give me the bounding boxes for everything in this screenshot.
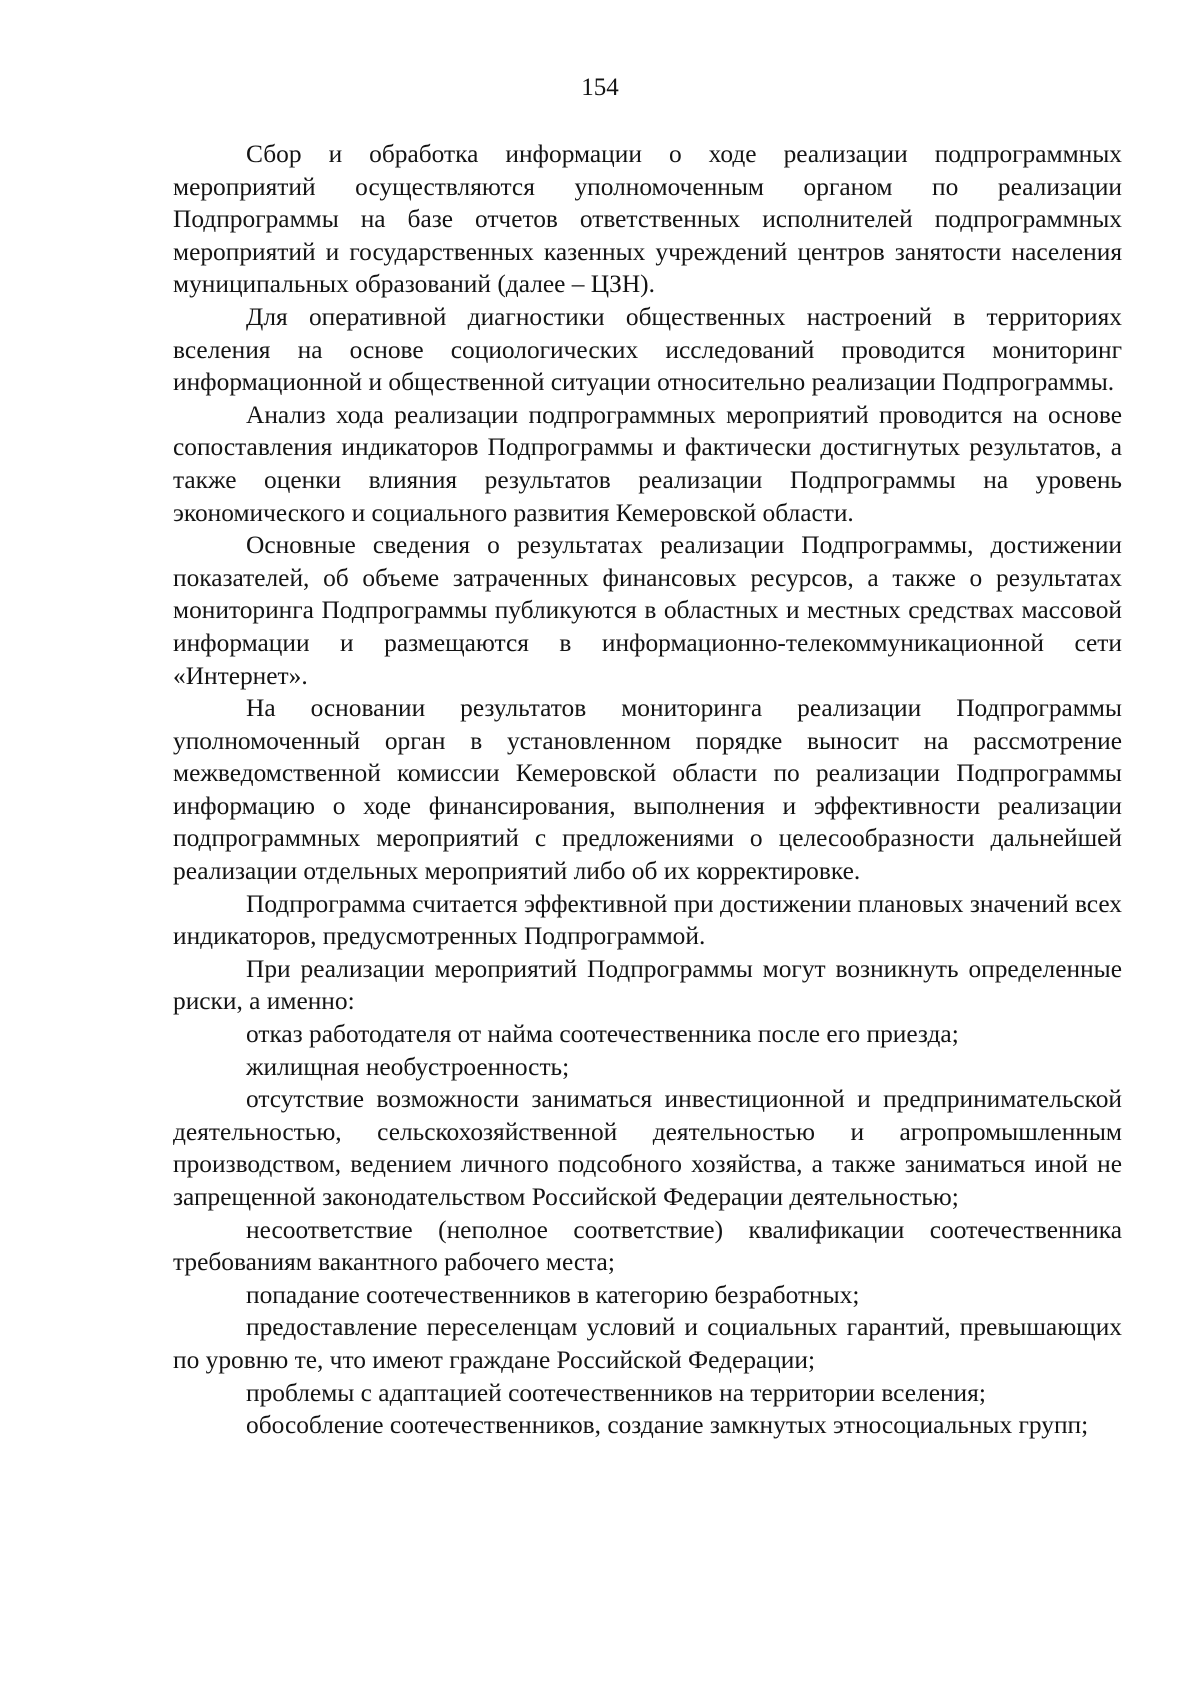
risk-item: обособление соотечественников, создание замкнутых этносоциальных групп; (246, 1411, 1089, 1440)
risk-item: несоответствие (неполное соответствие) квалификации соотечественника требованиям вакантного рабочего места; (173, 1215, 1122, 1277)
paragraph-effectiveness: Подпрограмма считается эффективной при достижении плановых значений всех индикаторов, предусмотренных Подпрограммой. (173, 889, 1122, 951)
document-body (173, 138, 1122, 1442)
risk-item: предоставление переселенцам условий и социальных гарантий, превышающих по уровню те, что имеют граждане Российской Федерации; (173, 1313, 1122, 1374)
paragraph-data-collection: Сбор и обработка информации о ходе реализации подпрограммных мероприятий осуществляются уполномоченным органом по реализации Подпрограммы на базе отчетов ответственных исполнителей подпрограммных мероприятий и государственных казенных учреждений центров занятости населения муниципальных образований (далее – ЦЗН). (173, 140, 1122, 299)
page-number: 154 (581, 74, 619, 101)
paragraph-commission-report: На основании результатов мониторинга реализации Подпрограммы уполномоченный орган в установленном порядке выносит на рассмотрение межведомственной комиссии Кемеровской области по реализации Подпрограммы информацию о ходе финансирования, выполнения и эффективности реализации подпрограммных мероприятий с предложениями о целесообразности дальнейшей реализации отдельных мероприятий либо об их корректировке. (173, 694, 1122, 886)
risk-item: жилищная необустроенность; (246, 1052, 570, 1081)
paragraph-analysis: Анализ хода реализации подпрограммных мероприятий проводится на основе сопоставления индикаторов Подпрограммы и фактически достигнутых результатов, а также оценки влияния результатов реализации Подпрограммы на уровень экономического и социального развития Кемеровской области. (173, 400, 1122, 527)
paragraph-publication: Основные сведения о результатах реализации Подпрограммы, достижении показателей, об объеме затраченных финансовых ресурсов, а также о результатах мониторинга Подпрограммы публикуются в областных и местных средствах массовой информации и размещаются в информационно-телекоммуникационной сети «Интернет». (173, 531, 1122, 690)
paragraph-monitoring: Для оперативной диагностики общественных настроений в территориях вселения на основе социологических исследований проводится мониторинг информационной и общественной ситуации относительно реализации Подпрограммы. (173, 302, 1122, 397)
risk-item: попадание соотечественников в категорию безработных; (246, 1280, 860, 1309)
risk-item: проблемы с адаптацией соотечественников на территории вселения; (246, 1378, 986, 1407)
risk-item: отсутствие возможности заниматься инвестиционной и предпринимательской деятельностью, сельскохозяйственной деятельностью и агропромышленным производством, ведением личного подсобного хозяйства, а также заниматься иной не запрещенной законодательством Российской Федерации деятельностью; (173, 1085, 1122, 1211)
paragraph-risks-intro: При реализации мероприятий Подпрограммы могут возникнуть определенные риски, а именно: (173, 954, 1122, 1016)
risk-item: отказ работодателя от найма соотечественника после его приезда; (246, 1020, 959, 1049)
